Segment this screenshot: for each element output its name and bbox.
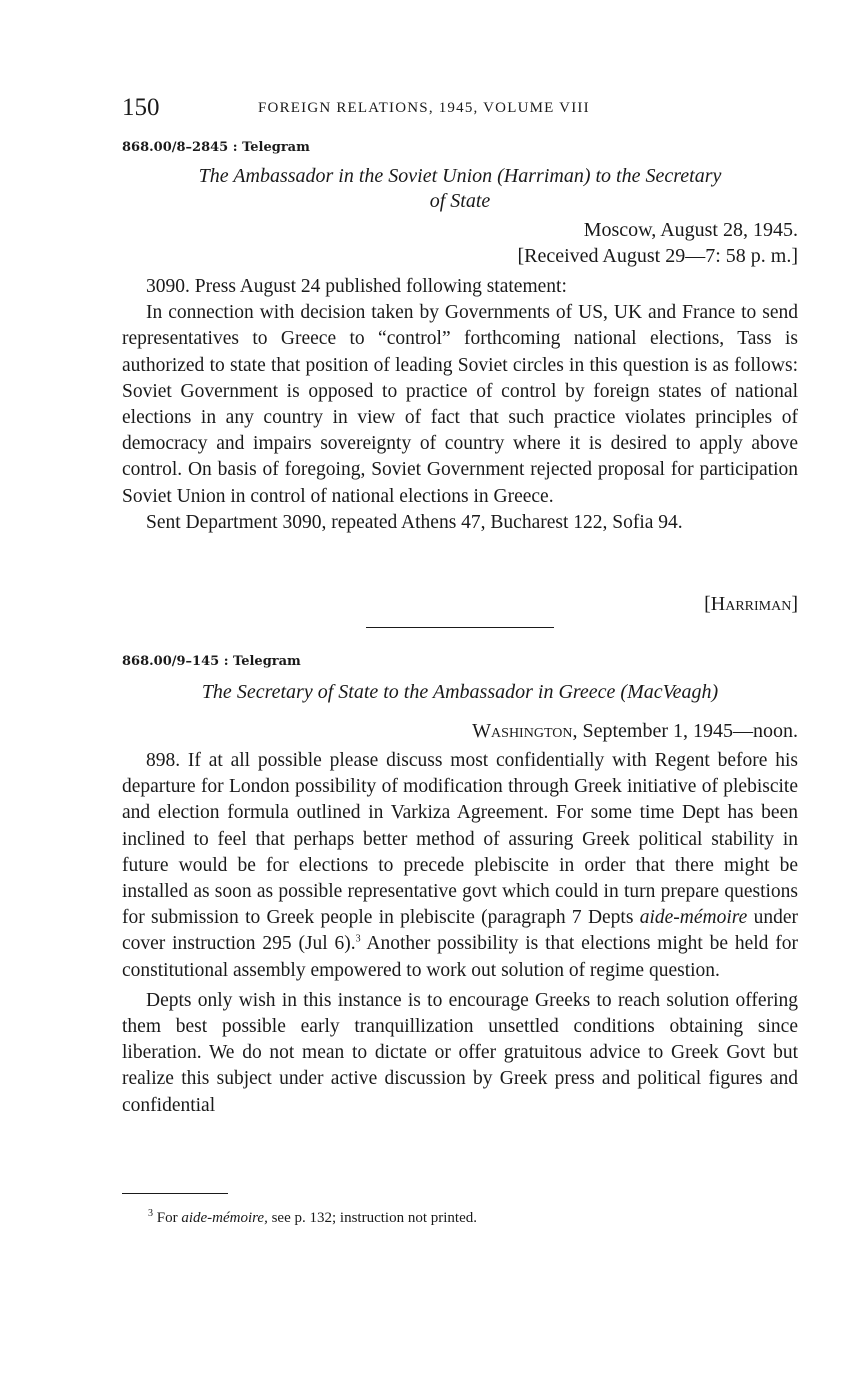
doc2-body (122, 748, 798, 1119)
doc1-paragraph-2: In connection with decision taken by Governments of US, UK and France to send representatives to Greece to “control” forthcoming national elections, Tass is authorized to state that position of leading Soviet circles in this question is as follows: Soviet Government is opposed to practice of control by foreign states of national elections in any country in view of fact that such practice violates principles of democracy and impairs sovereignty of country where it is desired to apply above control. On basis of foregoing, Soviet Government rejected proposal for participation Soviet Union in control of national elections in Greece. (122, 302, 798, 507)
doc1-paragraph-1: 3090. Press August 24 published following statement: (146, 276, 567, 297)
doc2-place: Washington (472, 720, 573, 742)
footnote-rest: see p. 132; instruction not printed. (267, 1210, 477, 1226)
doc2-paragraph-1-tail: Another possibility is that elections might be held for constitutional assembly empowered to work out solution of regime question. (122, 933, 798, 981)
doc1-title-line2: of State (429, 190, 491, 212)
footnote-mark: 3 (148, 1208, 153, 1219)
doc2-paragraph-1 (122, 748, 798, 984)
doc1-place-date: Moscow, August 28, 1945. (583, 219, 798, 241)
doc2-paragraph-1-italic: aide-mémoire (639, 907, 748, 929)
doc2-date: , September 1, 1945—noon. (572, 720, 798, 742)
doc1-title-line1: The Ambassador in the Soviet Union (Harriman) to the Secretary (198, 165, 722, 187)
footnote (148, 1210, 477, 1227)
doc2-paragraph-1-text: 898. If at all possible please discuss most confidentially with Regent before his departure for London possibility of modification through Greek initiative of plebiscite and election formula outlined in Varkiza Agreement. For some time Dept has been inclined to feel that perhaps better method of assuring Greek political stability in future would be for elections to precede plebiscite in order that there might be installed as soon as possible representative govt which could in turn prepare questions for submission to Greek people in plebiscite (paragraph 7 Depts (122, 750, 798, 929)
doc1-body (122, 274, 798, 536)
page-header (122, 94, 798, 124)
doc2-place-date (472, 720, 798, 743)
doc1-paragraph-3: Sent Department 3090, repeated Athens 47, Bucharest 122, Sofia 94. (146, 511, 683, 533)
doc2-file-reference: 868.00/9–145 : Telegram (122, 654, 301, 669)
footnote-lead: For (153, 1210, 182, 1226)
doc1-received: [Received August 29—7: 58 p. m.] (517, 245, 798, 267)
footnote-rule (122, 1193, 228, 1194)
doc2-paragraph-1-cont: under cover instruction 295 (Jul 6). (122, 907, 798, 955)
footnote-italic: aide-mémoire, (181, 1210, 268, 1226)
doc2-paragraph-2: Depts only wish in this instance is to encourage Greeks to reach solution offering them best possible early tranquillization unsettled conditions obtaining since liberation. We do not mean to dictate or offer gratuitous advice to Greek Govt but realize this subject under active discussion by Greek press and political figures and confidential (122, 989, 798, 1116)
footnote-reference-mark[interactable]: 3 (355, 933, 361, 945)
running-head: FOREIGN RELATIONS, 1945, VOLUME VIII (258, 100, 590, 116)
section-divider (366, 627, 554, 628)
doc1-signature: [Harriman] (704, 593, 798, 615)
doc2-title: The Secretary of State to the Ambassador in Greece (MacVeagh) (201, 681, 719, 703)
page-number: 150 (122, 94, 160, 121)
doc1-file-reference: 868.00/8–2845 : Telegram (122, 140, 310, 155)
